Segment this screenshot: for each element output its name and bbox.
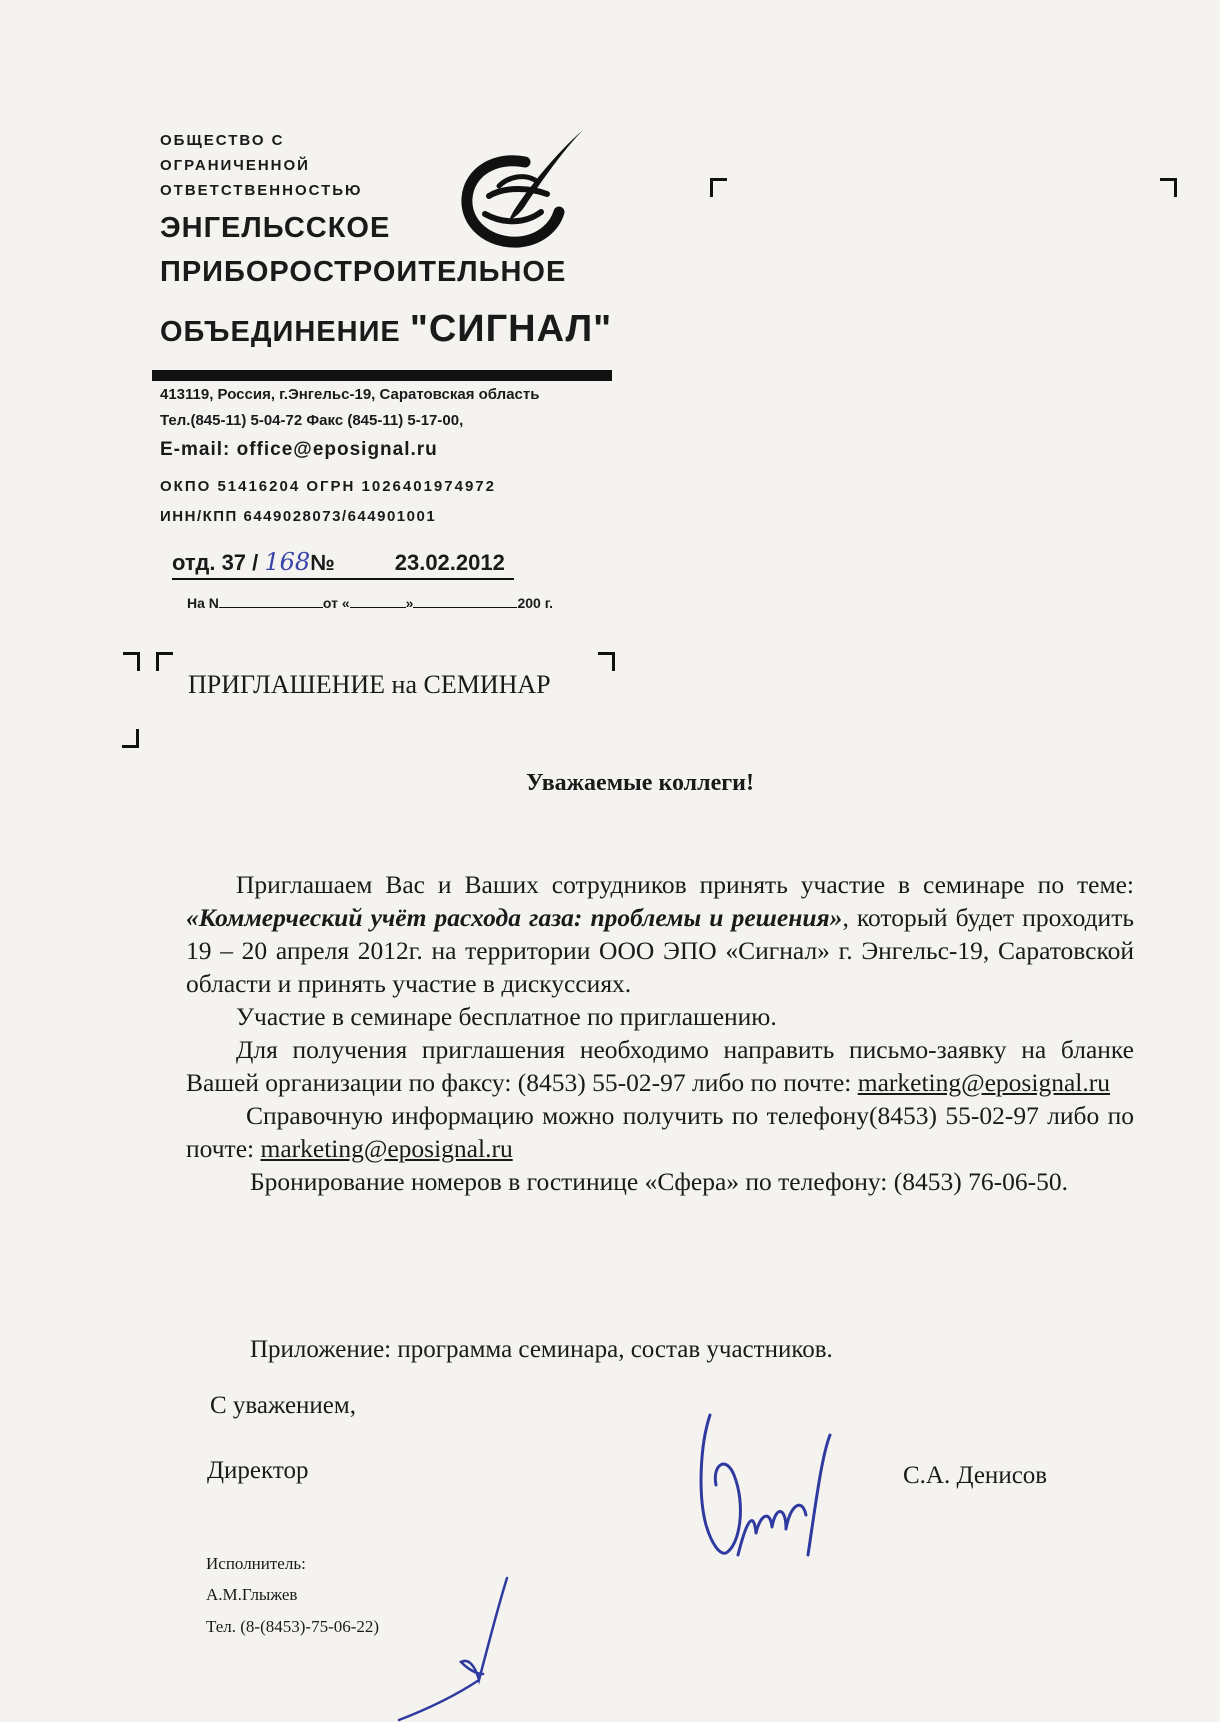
company-name-line1: ЭНГЕЛЬССКОЕ xyxy=(160,212,391,244)
letter-heading: ПРИГЛАШЕНИЕ на СЕМИНАР xyxy=(188,670,551,699)
reference-dept: отд. 37 / xyxy=(172,550,259,575)
paragraph-free: Участие в семинаре бесплатное по приглашению. xyxy=(236,1002,777,1031)
company-address: 413119, Россия, г.Энгельс-19, Саратовская область xyxy=(160,386,540,403)
address-mark-tl xyxy=(710,178,727,197)
info-text: Справочную информацию можно получить по телефону(8453) 55-02-97 либо по почте: xyxy=(186,1101,1134,1163)
signatory-name: С.А. Денисов xyxy=(903,1462,1048,1489)
company-name-line2: ПРИБОРОСТРОИТЕЛЬНОЕ xyxy=(160,256,567,288)
incoming-close-quote: » xyxy=(405,595,414,611)
executor-phone: Тел. (8-(8453)-75-06-22) xyxy=(206,1617,380,1636)
outgoing-reference xyxy=(172,548,514,580)
letter-body xyxy=(186,868,1134,1198)
incoming-number-label: На N xyxy=(187,595,219,611)
closing-regards: С уважением, xyxy=(210,1392,356,1419)
paragraph-invitation xyxy=(186,868,1134,1000)
heading-mark-br xyxy=(122,729,139,748)
application-text: Для получения приглашения необходимо направить письмо-заявку на бланке Вашей организации по факсу: (8453) 55-02-97 либо по почте: xyxy=(186,1035,1134,1097)
company-email: E-mail: office@eposignal.ru xyxy=(160,439,438,460)
org-form-line2: ОГРАНИЧЕННОЙ xyxy=(160,157,310,174)
company-brand: "СИГНАЛ" xyxy=(409,308,613,350)
incoming-reference xyxy=(187,595,553,611)
org-form-line1: ОБЩЕСТВО С xyxy=(160,132,285,149)
info-email-link[interactable]: marketing@eposignal.ru xyxy=(260,1134,513,1163)
heading-mark-tr xyxy=(598,652,615,671)
executor-label: Исполнитель: xyxy=(206,1554,306,1573)
incoming-date-label: от « xyxy=(322,595,350,611)
paragraph-info xyxy=(186,1099,1134,1165)
org-form-line3: ОТВЕТСТВЕННОСТЬЮ xyxy=(160,182,363,199)
paragraph-application xyxy=(186,1033,1134,1099)
paragraph-hotel: Бронирование номеров в гостинице «Сфера» по телефону: (8453) 76-06-50. xyxy=(250,1167,1068,1196)
heading-mark-tl xyxy=(156,652,173,671)
company-phones: Тел.(845-11) 5-04-72 Факс (845-11) 5-17-00, xyxy=(160,412,464,429)
signatory-title: Директор xyxy=(207,1457,309,1484)
org-form xyxy=(160,128,363,203)
company-name-line3 xyxy=(160,308,612,351)
reference-handwritten-number: 168 xyxy=(264,548,311,576)
letterhead-divider xyxy=(152,370,612,381)
executor-name: А.М.Глыжев xyxy=(206,1585,298,1604)
greeting: Уважаемые коллеги! xyxy=(526,770,754,796)
attachment-note: Приложение: программа семинара, состав участников. xyxy=(250,1336,833,1363)
company-name-prefix: ОБЪЕДИНЕНИЕ xyxy=(160,316,410,348)
seminar-topic: «Коммерческий учёт расхода газа: проблемы и решения» xyxy=(186,903,843,932)
director-signature xyxy=(690,1405,840,1565)
marketing-email-link[interactable]: marketing@eposignal.ru xyxy=(857,1068,1110,1097)
company-logo xyxy=(455,128,595,258)
heading-mark-a xyxy=(123,652,140,671)
invitation-text: Приглашаем Вас и Ваших сотрудников принять участие в семинаре по теме: xyxy=(236,870,1134,899)
invitation-details: , который будет проходить 19 – 20 апреля 2012г. на территории ООО ЭПО «Сигнал» г. Энгельс-19, Саратовской области и принять участие в дискуссиях. xyxy=(186,903,1134,998)
company-okpo: ОКПО 51416204 ОГРН 1026401974972 xyxy=(160,478,496,495)
incoming-year: 200 г. xyxy=(517,595,554,611)
company-inn: ИНН/КПП 6449028073/644901001 xyxy=(160,508,437,525)
reference-number-sign: № xyxy=(310,550,335,575)
address-mark-tr xyxy=(1160,178,1177,197)
executor-signature xyxy=(395,1570,555,1722)
reference-date: 23.02.2012 xyxy=(394,550,505,575)
